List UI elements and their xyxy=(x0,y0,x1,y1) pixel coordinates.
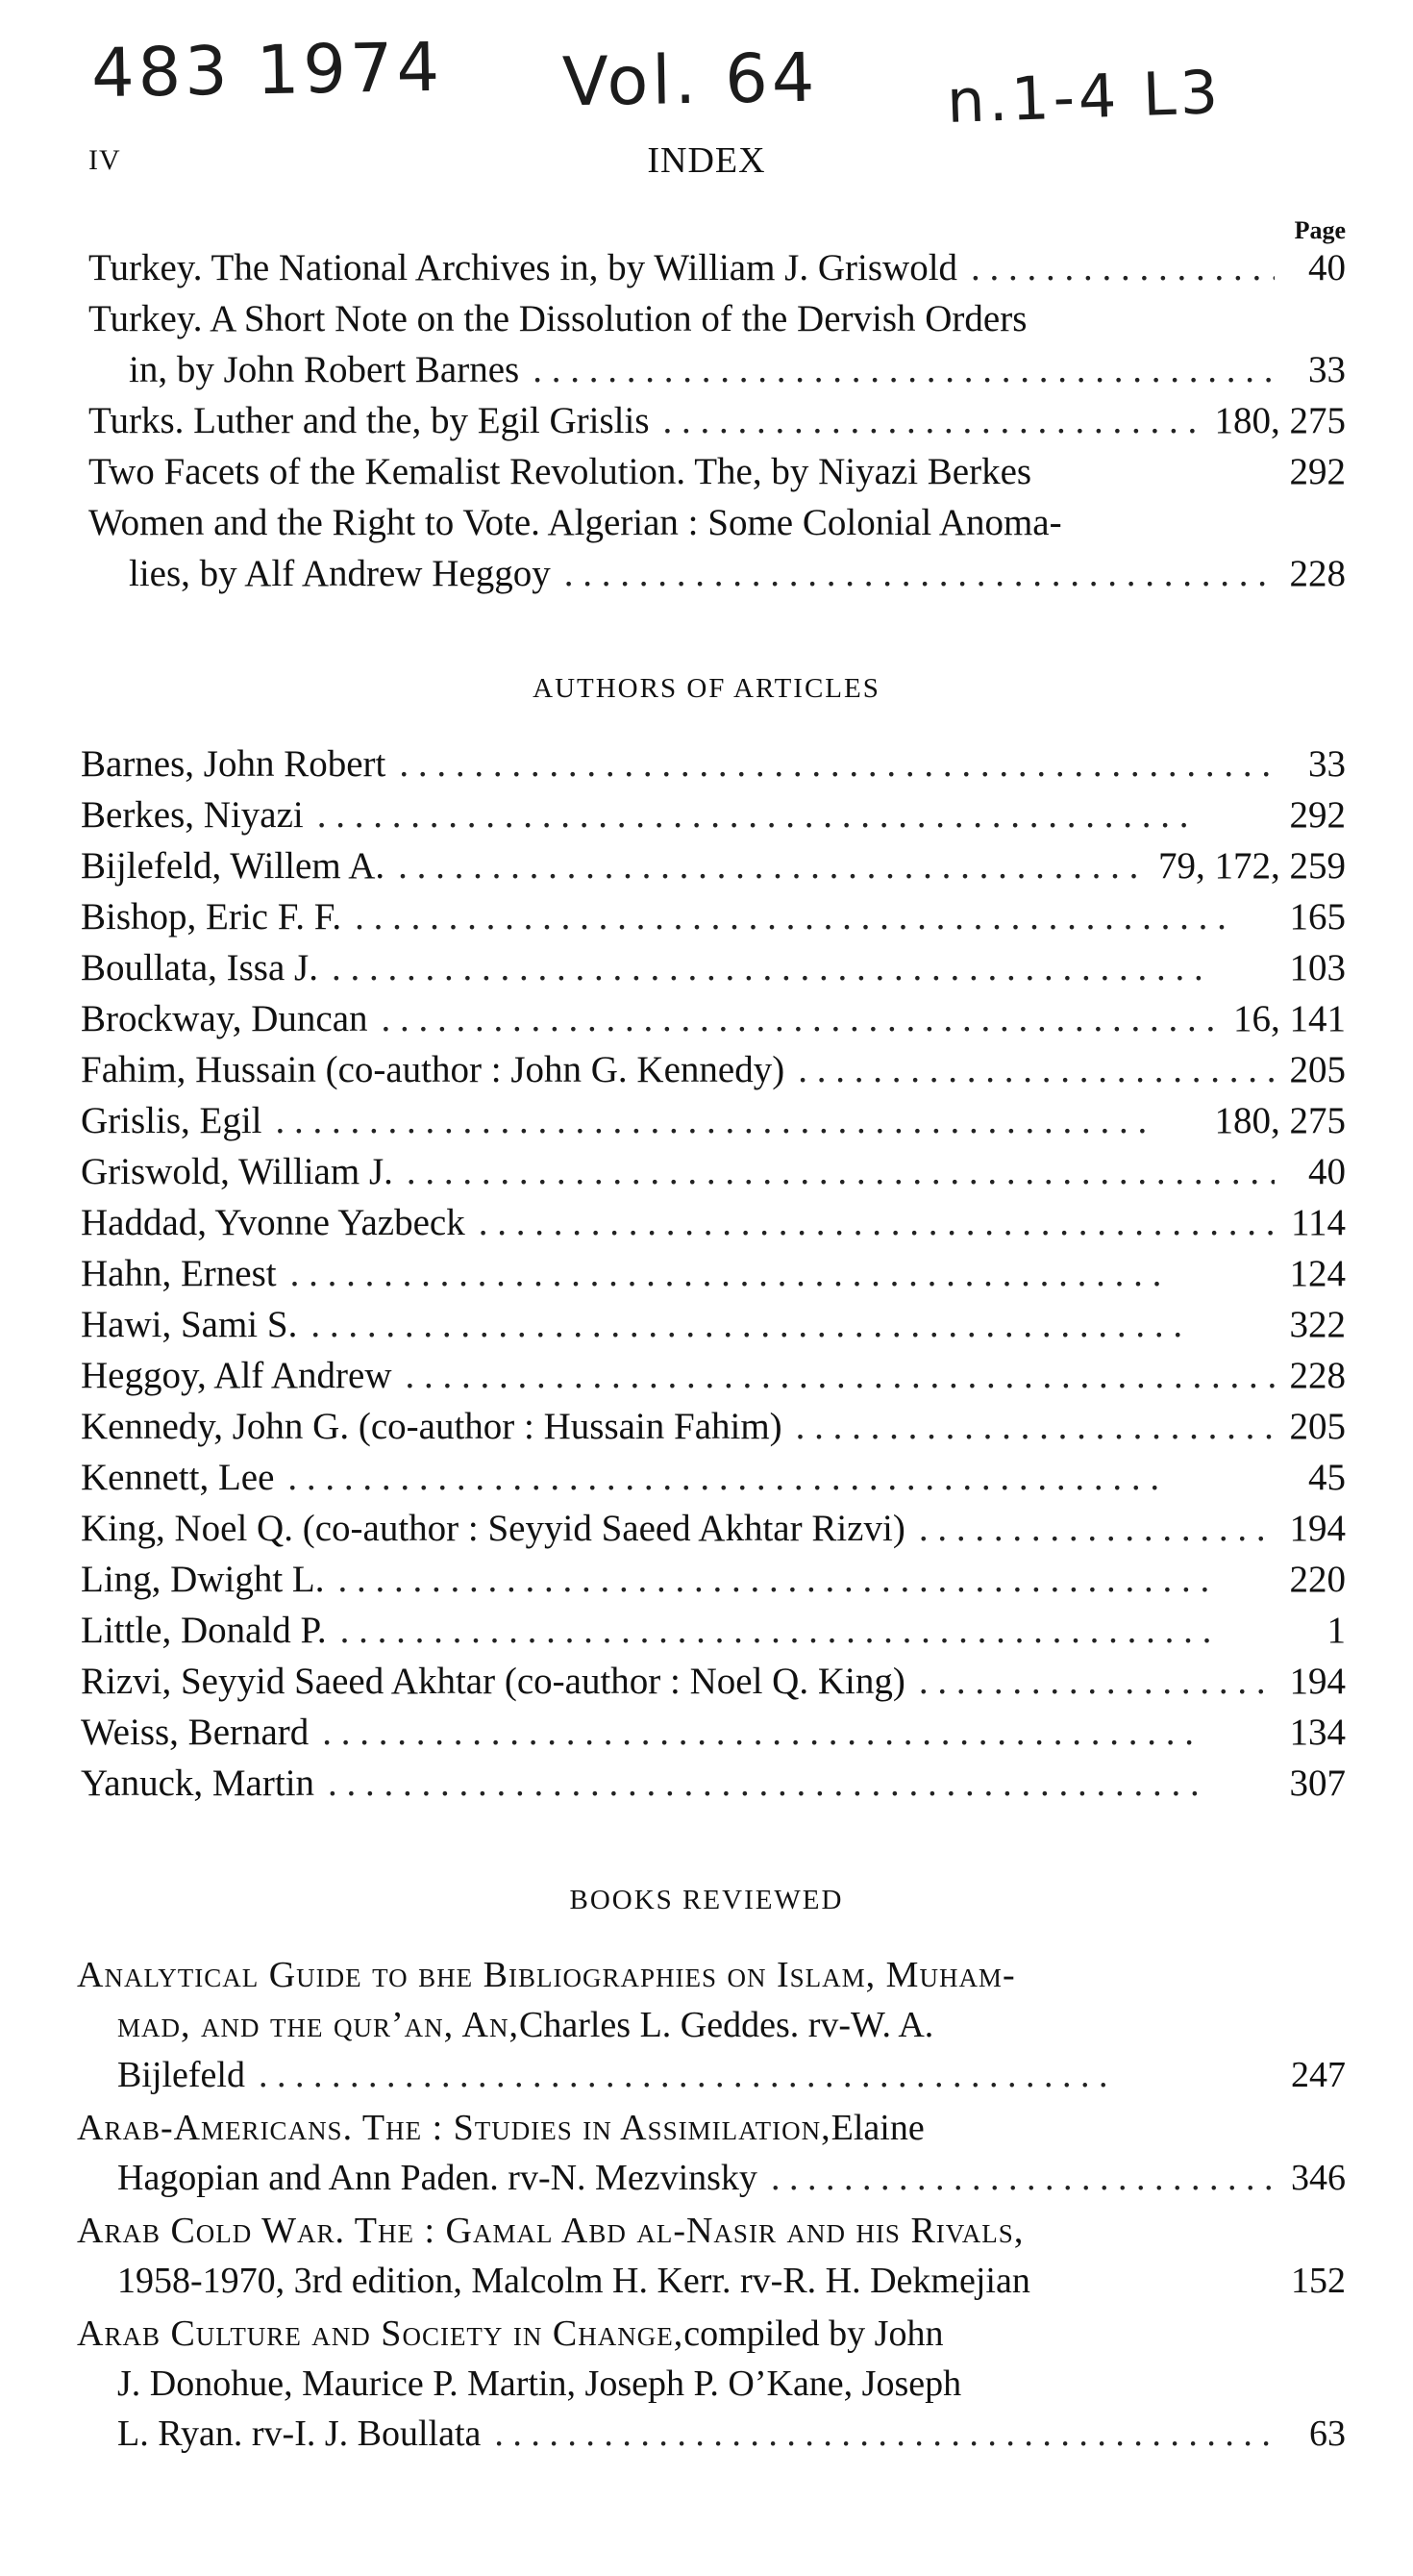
author-entry xyxy=(81,1095,1346,1146)
author-name: Grislis, Egil xyxy=(81,1100,262,1141)
dot-leader xyxy=(290,1248,1275,1299)
dot-leader xyxy=(564,548,1275,599)
subject-text: in, by John Robert Barnes xyxy=(129,349,520,390)
page-ref: 228 xyxy=(1289,553,1346,594)
author-name: Griswold, William J. xyxy=(81,1151,393,1192)
author-name: Hawi, Sami S. xyxy=(81,1304,298,1345)
page-ref: 33 xyxy=(1308,349,1346,390)
author-name: Ling, Dwight L. xyxy=(81,1559,325,1600)
author-name: Rizvi, Seyyid Saeed Akhtar (co-author : Noel Q. King) xyxy=(81,1661,905,1702)
page-ref: 205 xyxy=(1289,1406,1346,1447)
page-number: IV xyxy=(88,144,121,176)
author-name: Kennedy, John G. (co-author : Hussain Fahim) xyxy=(81,1406,782,1447)
author-name: Little, Donald P. xyxy=(81,1610,327,1651)
page-ref: 134 xyxy=(1289,1712,1346,1753)
author-entry xyxy=(81,891,1346,942)
book-title: Arab Culture and Society in Change, xyxy=(77,2313,684,2354)
page-ref: 194 xyxy=(1289,1508,1346,1549)
book-details: Charles L. Geddes. rv-W. A. xyxy=(519,2005,934,2045)
book-title: Arab Cold War. The : Gamal Abd al-Nasir and his Rivals, xyxy=(77,2211,1025,2251)
page-ref: 40 xyxy=(1308,247,1346,288)
page-ref: 1 xyxy=(1326,1610,1346,1651)
book-title: Analytical Guide to bhe Bibliographies on Islam, Muham- xyxy=(77,1955,1016,1995)
subject-text: Two Facets of the Kemalist Revolution. The, by Niyazi Berkes xyxy=(88,451,1032,492)
author-name: Yanuck, Martin xyxy=(81,1763,315,1804)
page-ref: 247 xyxy=(1291,2055,1346,2095)
book-entry xyxy=(77,2206,1346,2306)
page-ref: 292 xyxy=(1289,451,1346,492)
dot-leader xyxy=(328,1758,1275,1809)
dot-leader xyxy=(796,1401,1275,1452)
dot-leader xyxy=(259,2050,1275,2100)
author-entry xyxy=(81,1401,1346,1452)
dot-leader xyxy=(919,1503,1275,1554)
subject-text: lies, by Alf Andrew Heggoy xyxy=(129,553,551,594)
handwritten-note-part3: n.1-4 L3 xyxy=(945,57,1224,137)
author-entry xyxy=(81,1758,1346,1809)
author-name: Brockway, Duncan xyxy=(81,998,368,1039)
author-name: Haddad, Yvonne Yazbeck xyxy=(81,1202,465,1243)
book-details: L. Ryan. rv-I. J. Boullata xyxy=(117,2413,482,2454)
dot-leader xyxy=(533,344,1275,395)
author-name: Berkes, Niyazi xyxy=(81,794,304,836)
author-entry xyxy=(81,1554,1346,1605)
page-ref: 63 xyxy=(1309,2413,1346,2454)
author-entry xyxy=(81,1452,1346,1503)
handwritten-note-part1: 483 1974 xyxy=(90,27,444,113)
page-ref: 152 xyxy=(1291,2261,1346,2301)
author-entry xyxy=(81,1197,1346,1248)
author-name: Bishop, Eric F. F. xyxy=(81,896,342,938)
author-name: Kennett, Lee xyxy=(81,1457,275,1498)
book-entry xyxy=(77,2309,1346,2459)
dot-leader xyxy=(663,395,1202,446)
book-title: mad, and the qur’an, An, xyxy=(117,2005,519,2045)
author-entry xyxy=(81,1656,1346,1707)
page-ref: 220 xyxy=(1289,1559,1346,1600)
page-ref: 322 xyxy=(1289,1304,1346,1345)
page-ref: 180, 275 xyxy=(1214,1100,1346,1141)
subject-entry xyxy=(88,497,1346,599)
book-details: Elaine xyxy=(830,2108,925,2148)
subject-text: Women and the Right to Vote. Algerian : Some Colonial Anoma- xyxy=(88,502,1062,543)
book-entry xyxy=(77,1950,1346,2100)
dot-leader xyxy=(398,840,1145,891)
page-ref: 165 xyxy=(1289,896,1346,938)
dot-leader xyxy=(287,1452,1275,1503)
author-entries xyxy=(81,738,1346,1809)
subject-text: Turkey. A Short Note on the Dissolution of the Dervish Orders xyxy=(88,298,1028,339)
page-ref: 180, 275 xyxy=(1214,400,1346,441)
dot-leader xyxy=(276,1095,1202,1146)
page-ref: 124 xyxy=(1289,1253,1346,1294)
page-ref: 194 xyxy=(1289,1661,1346,1702)
dot-leader xyxy=(382,993,1220,1044)
subject-text: Turkey. The National Archives in, by William J. Griswold xyxy=(88,247,958,288)
author-name: Heggoy, Alf Andrew xyxy=(81,1355,392,1396)
page-ref: 205 xyxy=(1289,1049,1346,1090)
author-entry xyxy=(81,840,1346,891)
handwritten-note-part2: Vol. 64 xyxy=(561,38,820,122)
author-entry xyxy=(81,993,1346,1044)
page-ref: 33 xyxy=(1308,743,1346,785)
author-entry xyxy=(81,1248,1346,1299)
author-entry xyxy=(81,1503,1346,1554)
dot-leader xyxy=(771,2153,1275,2203)
subject-entry xyxy=(88,242,1346,293)
dot-leader xyxy=(322,1707,1275,1758)
dot-leader xyxy=(355,891,1275,942)
author-entry xyxy=(81,1350,1346,1401)
subject-entry xyxy=(88,446,1346,497)
book-details: Bijlefeld xyxy=(117,2055,245,2095)
book-entries xyxy=(77,1950,1346,2462)
dot-leader xyxy=(399,738,1275,789)
author-entry xyxy=(81,1044,1346,1095)
dot-leader xyxy=(337,1554,1275,1605)
author-entry xyxy=(81,738,1346,789)
subject-text: Turks. Luther and the, by Egil Grislis xyxy=(88,400,650,441)
dot-leader xyxy=(317,789,1275,840)
author-name: Fahim, Hussain (co-author : John G. Kennedy) xyxy=(81,1049,785,1090)
book-title: Arab-Americans. The : Studies in Assimilation, xyxy=(77,2108,831,2148)
author-name: King, Noel Q. (co-author : Seyyid Saeed Akhtar Rizvi) xyxy=(81,1508,905,1549)
page-column-label: Page xyxy=(1294,216,1346,244)
page-ref: 292 xyxy=(1289,794,1346,836)
authors-heading: AUTHORS OF ARTICLES xyxy=(533,673,880,704)
author-entry xyxy=(81,1707,1346,1758)
book-entry xyxy=(77,2103,1346,2203)
book-details: J. Donohue, Maurice P. Martin, Joseph P. O’Kane, Joseph xyxy=(117,2363,962,2404)
author-name: Barnes, John Robert xyxy=(81,743,386,785)
author-entry xyxy=(81,1146,1346,1197)
author-name: Bijlefeld, Willem A. xyxy=(81,845,385,887)
book-details: 1958-1970, 3rd edition, Malcolm H. Kerr. rv-R. H. Dekmejian xyxy=(117,2261,1030,2301)
book-details: Hagopian and Ann Paden. rv-N. Mezvinsky xyxy=(117,2158,757,2198)
author-entry xyxy=(81,1299,1346,1350)
dot-leader xyxy=(406,1350,1275,1401)
subject-entries xyxy=(88,242,1346,599)
dot-leader xyxy=(340,1605,1275,1656)
dot-leader xyxy=(407,1146,1275,1197)
author-entry xyxy=(81,942,1346,993)
author-entry xyxy=(81,1605,1346,1656)
page-ref: 228 xyxy=(1289,1355,1346,1396)
page-ref: 45 xyxy=(1308,1457,1346,1498)
dot-leader xyxy=(971,242,1275,293)
dot-leader xyxy=(919,1656,1275,1707)
page-ref: 346 xyxy=(1291,2158,1346,2198)
dot-leader xyxy=(332,942,1275,993)
dot-leader xyxy=(798,1044,1275,1095)
book-details: compiled by John xyxy=(683,2313,944,2354)
handwritten-call-number xyxy=(91,27,1379,152)
author-name: Hahn, Ernest xyxy=(81,1253,277,1294)
dot-leader xyxy=(479,1197,1275,1248)
books-heading: BOOKS REVIEWED xyxy=(569,1885,844,1915)
page-ref: 40 xyxy=(1308,1151,1346,1192)
dot-leader xyxy=(310,1299,1275,1350)
author-entry xyxy=(81,789,1346,840)
page-ref: 103 xyxy=(1289,947,1346,988)
subject-entry xyxy=(88,293,1346,395)
subject-entry xyxy=(88,395,1346,446)
page-ref: 79, 172, 259 xyxy=(1158,845,1346,887)
page-ref: 307 xyxy=(1289,1763,1346,1804)
page-ref: 16, 141 xyxy=(1233,998,1346,1039)
dot-leader xyxy=(494,2409,1275,2459)
author-name: Boullata, Issa J. xyxy=(81,947,318,988)
author-name: Weiss, Bernard xyxy=(81,1712,310,1753)
page-title: INDEX xyxy=(647,140,766,181)
page-ref: 114 xyxy=(1290,1202,1346,1243)
